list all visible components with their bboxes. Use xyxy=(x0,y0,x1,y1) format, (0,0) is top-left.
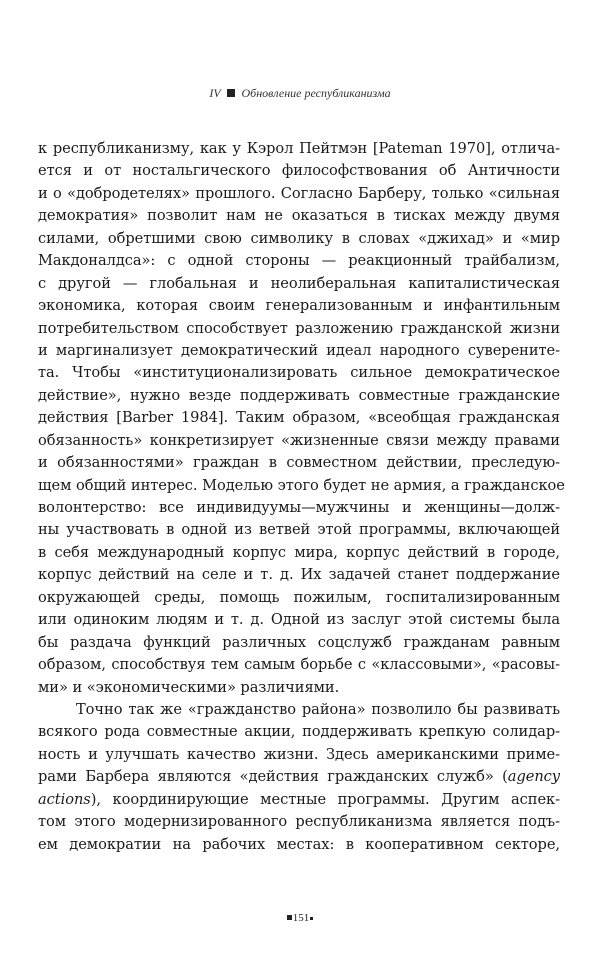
text-line: действия [Barber 1984]. Таким образом, «всеобщая гражданская xyxy=(38,409,560,427)
text-line: ность и улучшать качество жизни. Здесь американскими приме- xyxy=(38,745,560,763)
running-head xyxy=(0,86,600,101)
text-line xyxy=(38,766,560,788)
text-line: и обязанностями» граждан в совместном действии, преследую- xyxy=(38,454,560,472)
text-line: обязанность» конкретизирует «жизненные связи между правами xyxy=(38,431,560,449)
text-line xyxy=(38,789,560,811)
text-line: экономика, которая своим генерализованным и инфантильным xyxy=(38,297,560,315)
text-line: образом, способствуя тем самым борьбе с «классовыми», «расовы- xyxy=(38,656,560,674)
text-line: ны участвовать в одной из ветвей этой программы, включающей xyxy=(38,521,560,539)
text-line: ется и от ностальгического философствования об Античности xyxy=(38,162,560,180)
paragraph-first-line: Точно так же «гражданство района» позволило бы развивать xyxy=(76,700,560,718)
text-line: всякого рода совместные акции, поддерживать крепкую солидар- xyxy=(38,723,560,741)
text-segment: рами Барбера являются «действия гражданских служб» ( xyxy=(38,768,508,786)
text-line: к республиканизму, как у Кэрол Пейтмэн [Pateman 1970], отлича- xyxy=(38,140,560,157)
text-line: Макдоналдса»: с одной стороны — реакционный трайбализм, xyxy=(38,252,560,270)
text-line: корпус действий на селе и т. д. Их задачей станет поддержание xyxy=(38,566,560,584)
text-line: та. Чтобы «институционализировать сильное демократическое xyxy=(38,364,560,382)
text-line: ми» и «экономическими» различиями. xyxy=(38,678,340,696)
italic-term: agency xyxy=(507,768,560,786)
folio-left-mark-icon xyxy=(287,915,292,920)
folio-right-mark-icon xyxy=(310,917,313,920)
square-bullet-icon xyxy=(227,89,235,97)
chapter-number: IV xyxy=(209,86,221,100)
body-text xyxy=(38,138,565,856)
text-line: окружающей среды, помощь пожилым, госпитализированным xyxy=(38,588,560,606)
text-line: том этого модернизированного республиканизма является подъ- xyxy=(38,813,560,831)
text-line: ем демократии на рабочих местах: в кооперативном секторе, xyxy=(38,835,560,853)
text-line: потребительством способствует разложению гражданской жизни xyxy=(38,319,560,337)
text-segment: ), координирующие местные программы. Другим аспек- xyxy=(90,790,560,808)
text-line: и маргинализует демократический идеал народного суверените- xyxy=(38,341,560,359)
text-line: или одиноким людям и т. д. Одной из заслуг этой системы была xyxy=(38,611,560,629)
text-line: силами, обретшими свою символику в словах «джихад» и «мир xyxy=(38,229,560,247)
text-line: в себя международный корпус мира, корпус действий в городе, xyxy=(38,543,560,561)
page-number-value: 151 xyxy=(292,912,310,924)
text-line: волонтерство: все индивидуумы—мужчины и женщины—долж- xyxy=(38,499,560,516)
text-line: с другой — глобальная и неолиберальная капиталистическая xyxy=(38,274,560,292)
page-number xyxy=(0,912,600,924)
text-line: щем общий интерес. Моделью этого будет не армия, а гражданское xyxy=(38,476,565,494)
italic-term: actions xyxy=(38,790,91,808)
text-line: и о «добродетелях» прошлого. Согласно Барберу, только «сильная xyxy=(38,184,560,202)
chapter-title: Обновление республиканизма xyxy=(241,86,391,100)
text-line: действие», нужно везде поддерживать совместные гражданские xyxy=(38,386,560,404)
text-line: демократия» позволит нам не оказаться в тисках между двумя xyxy=(38,207,560,225)
text-line: бы раздача функций различных соцслужб гражданам равным xyxy=(38,633,560,651)
